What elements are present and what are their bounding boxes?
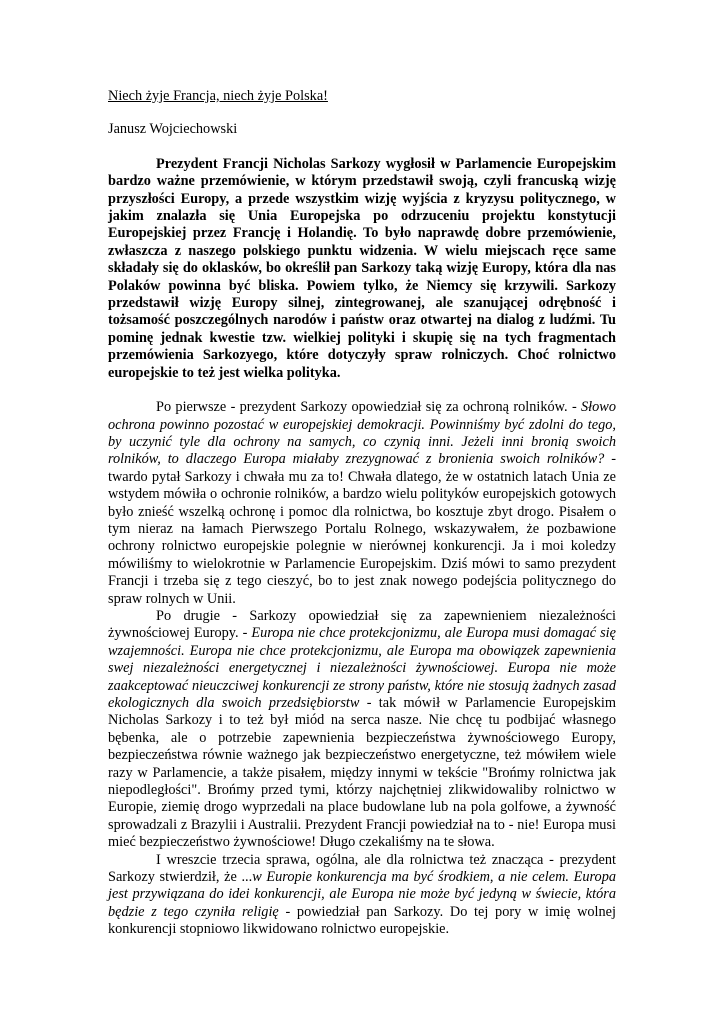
paragraph-2-text: Po drugie - Sarkozy opowiedział się za zapewnieniem niezależności żywnościowej Europy. - bbox=[108, 607, 616, 642]
paragraph-1-text-cont: - twardo pytał Sarkozy i chwała mu za to! Chwała dlatego, że w ostatnich latach Unia ze wstydem mówiła o ochronie rolników, a bardzo wielu polityków europejskich gotowych było znieść wszelką ochronę i pomoc dla rolnictwa, bo kosztuje zbyt drogo. Pisałem o tym nieraz na łamach Pierwszego Portalu Rolnego, wskazywałem, że pozbawione ochrony rolnictwo europejskie polegnie w nierównej konkurencji. Ja i moi koledzy mówiliśmy to wielokrotnie w Parlamencie Europejskim. Dziś mówi to samo prezydent Francji i trzeba się z tego cieszyć, bo to jest znak nowego podejścia politycznego do spraw rolnych w Unii. bbox=[108, 451, 616, 607]
paragraph-3-quote: w Europie konkurencja ma być środkiem, a nie celem. Europa jest przywiązana do idei konkurencji, ale Europa nie może być jedyną w świecie, która będzie z tego czyniła religię bbox=[108, 869, 617, 920]
body-paragraph-3 bbox=[108, 852, 616, 939]
paragraph-2-quote: Europa nie chce protekcjonizmu, ale Europa musi domagać się wzajemności. Europa nie chce protekcjonizmu, ale Europa ma obowiązek zapewnienia swej niezależności energetycznej i niezależności żywnościowej. Europa nie może zaakceptować nieuczciwej konkurencji ze strony państw, które nie stosują żadnych zasad ekologicznych dla swoich przedsiębiorstw bbox=[108, 625, 616, 711]
paragraph-2-text-cont: - tak mówił w Parlamencie Europejskim Nicholas Sarkozy i to też był miód na serca nasze. Nie chcę tu podbijać własnego bębenka, ale o potrzebie zapewnienia bezpieczeństwa żywnościowego Europy, bezpieczeństwa równie ważnego jak bezpieczeństwo energetyczne, też mówiłem wiele razy w Parlamencie, a także pisałem, między innymi w tekście "Brońmy rolnictwa jak niepodległości". Brońmy przed tymi, którzy najchętniej zlikwidowaliby rolnictwo w Europie, ziemię drogo wyprzedali na place budowlane lub na pola golfowe, a żywność sprowadzali z Brazylii i Australii. Prezydent Francji powiedział na to - nie! Europa musi mieć bezpieczeństwo żywnościowe! Długo czekaliśmy na te słowa. bbox=[108, 695, 616, 851]
document-author: Janusz Wojciechowski bbox=[108, 121, 238, 138]
body-paragraph-2 bbox=[108, 608, 616, 852]
paragraph-3-text-cont: - powiedział pan Sarkozy. Do tej pory w imię wolnej konkurencji stopniowo likwidowano rolnictwo europejskie. bbox=[108, 903, 616, 938]
document-page bbox=[108, 88, 616, 939]
paragraph-1-text: Po pierwsze - prezydent Sarkozy opowiedział się za ochroną rolników. - bbox=[156, 399, 582, 416]
lead-paragraph: Prezydent Francji Nicholas Sarkozy wygłosił w Parlamencie Europejskim bardzo ważne przemówienie, w którym przedstawił swoją, czyli francuską wizję przyszłości Europy, a przede wszystkim wizję wyjścia z kryzysu politycznego, w jakim znalazła się Unia Europejska po odrzuceniu projektu konstytucji Europejskiej przez Francję i Holandię. To było naprawdę dobre przemówienie, zwłaszcza z naszego polskiego punktu widzenia. W wielu miejscach ręce same składały się do oklasków, bo określił pan Sarkozy taką wizję Europy, która dla nas Polaków powinna być bliska. Powiem tylko, że Niemcy się krzywili. Sarkozy przedstawił wizję Europy silnej, zintegrowanej, ale szanującej odrębność i tożsamość poszczególnych narodów i państw oraz otwartej na dialog z ludźmi. Tu pominę jednak kwestie tzw. wielkiej polityki i skupię się na tych fragmentach przemówienia Sarkozyego, które dotyczyły spraw rolniczych. Choć rolnictwo europejskie to też jest wielka polityka. bbox=[108, 155, 616, 381]
paragraph-1-quote: Słowo ochrona powinno pozostać w europejskiej demokracji. Powinniśmy być zdolni do tego, by uczynić tyle dla ochrony na samych, co czynią inni. Jeżeli inni bronią swoich rolników, to dlaczego Europa miałaby zrezygnować z bronienia swoich rolników? bbox=[108, 399, 616, 468]
body-paragraph-1 bbox=[108, 399, 616, 608]
paragraph-3-text: I wreszcie trzecia sprawa, ogólna, ale dla rolnictwa też znacząca - prezydent Sarkozy stwierdził, że ... bbox=[108, 851, 616, 886]
document-title: Niech żyje Francja, niech żyje Polska! bbox=[108, 88, 328, 104]
